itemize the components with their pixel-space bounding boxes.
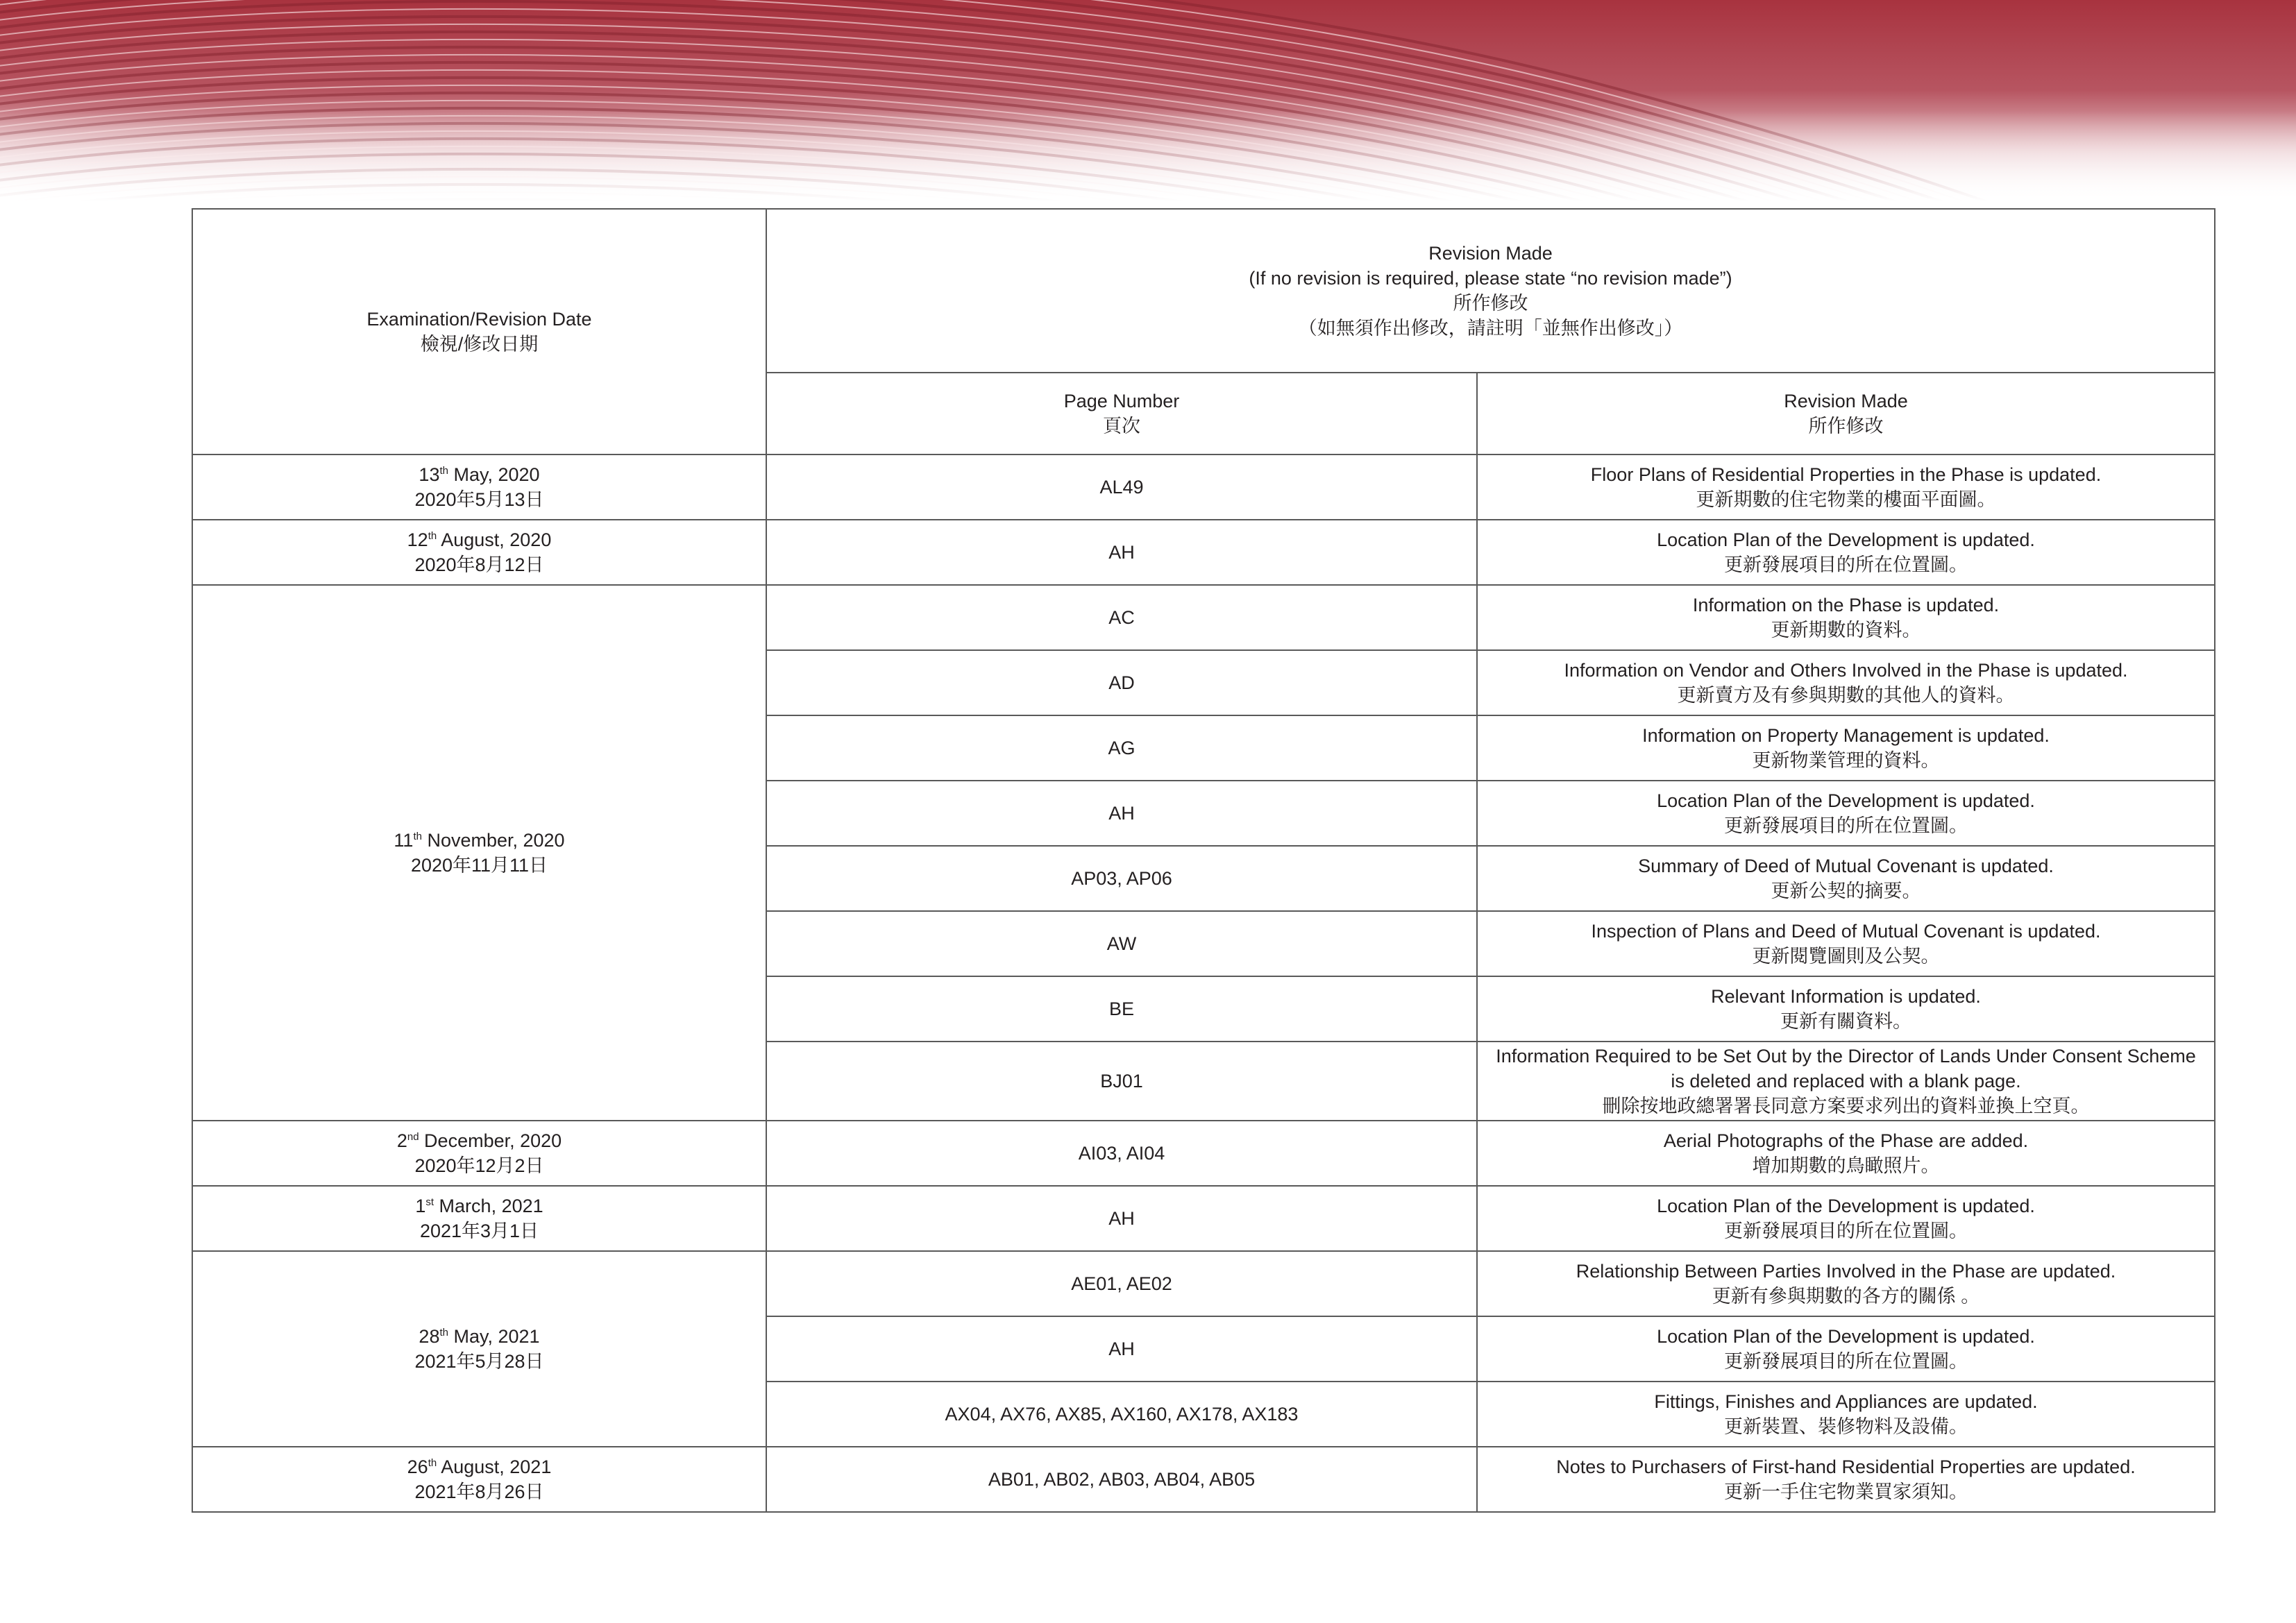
page-number-cell: AE01, AE02 [766,1251,1477,1316]
revision-line: 更新發展項目的所在位置圖。 [1724,815,1968,836]
decorative-banner [0,0,2296,201]
page-number-cell: AX04, AX76, AX85, AX160, AX178, AX183 [766,1382,1477,1447]
header-revision-group-cell [766,209,2215,373]
revision-line: 更新賣方及有參與期數的其他人的資料。 [1677,685,2015,706]
page-number-cell: BE [766,976,1477,1042]
revision-line: 更新裝置、裝修物料及設備。 [1724,1416,1968,1437]
date-en: 11th November, 2020 [394,830,565,851]
revision-line: Information on the Phase is updated. [1692,595,2000,615]
date-en: 13th May, 2020 [419,464,540,485]
date-cell [192,1186,766,1251]
date-cell [192,1121,766,1186]
revision-line: Inspection of Plans and Deed of Mutual Covenant is updated. [1591,921,2101,942]
header-page-number-zh: 頁次 [1103,416,1140,436]
table-row [192,1121,2215,1186]
date-cell [192,1447,766,1512]
page-number-cell: AH [766,1316,1477,1382]
revision-made-cell [1477,1447,2215,1512]
revision-made-cell [1477,1186,2215,1251]
header-date-en: Examination/Revision Date [366,309,592,330]
revision-line: 更新期數的資料。 [1771,620,1921,640]
date-en: 1st March, 2021 [415,1196,543,1216]
page-number-cell: AH [766,520,1477,585]
header-page-number-en: Page Number [1063,391,1180,411]
header-row [192,209,2215,373]
table-row [192,1447,2215,1512]
revision-line: Fittings, Finishes and Appliances are updated. [1654,1391,2038,1412]
revision-line: 更新有參與期數的各方的關係 。 [1712,1286,1980,1307]
revision-line: 更新閱覽圖則及公契。 [1752,946,1940,967]
date-zh: 2020年8月12日 [414,554,544,575]
date-cell [192,520,766,585]
date-zh: 2020年11月11日 [410,855,548,876]
date-cell [192,454,766,520]
revision-made-cell [1477,650,2215,715]
date-zh: 2020年12月2日 [414,1155,544,1176]
page-number-cell: AG [766,715,1477,781]
revision-line: Relevant Information is updated. [1711,986,1981,1007]
revision-made-cell [1477,520,2215,585]
revision-made-cell [1477,715,2215,781]
page-number-cell: AD [766,650,1477,715]
revision-line: Information on Vendor and Others Involved in the Phase is updated. [1564,660,2128,681]
revision-line: Relationship Between Parties Involved in the Phase are updated. [1576,1261,2116,1282]
date-cell [192,1251,766,1447]
page-number-cell: AH [766,781,1477,846]
header-revision-title-zh: 所作修改 [1453,293,1528,314]
date-en: 28th May, 2021 [419,1326,540,1347]
header-date-cell [192,209,766,454]
table-row [192,1186,2215,1251]
revision-line: Location Plan of the Development is updated. [1657,529,2035,550]
page-number-cell: AP03, AP06 [766,846,1477,911]
date-en: 12th August, 2020 [407,529,552,550]
page-number-cell: BJ01 [766,1042,1477,1121]
header-page-number-cell [766,373,1477,454]
revision-made-cell [1477,911,2215,976]
date-zh: 2021年5月28日 [414,1351,544,1372]
revision-line: 更新一手住宅物業買家須知。 [1724,1481,1968,1502]
revision-line: 更新發展項目的所在位置圖。 [1724,1221,1968,1241]
header-revision-made-en: Revision Made [1784,391,1908,411]
revision-line: Summary of Deed of Mutual Covenant is updated. [1638,856,2054,876]
revision-line: Floor Plans of Residential Properties in the Phase is updated. [1590,464,2102,485]
revision-made-cell [1477,1382,2215,1447]
revision-line: 刪除按地政總署署長同意方案要求列出的資料並換上空頁。 [1602,1096,2090,1116]
revision-made-cell [1477,781,2215,846]
date-zh: 2021年8月26日 [414,1481,544,1502]
header-revision-made-cell [1477,373,2215,454]
revision-made-cell [1477,976,2215,1042]
revision-made-cell [1477,454,2215,520]
revision-line: 更新發展項目的所在位置圖。 [1724,1351,1968,1372]
table-row [192,585,2215,650]
revision-line: 更新公契的摘要。 [1771,881,1921,901]
page-number-cell: AC [766,585,1477,650]
table-row [192,520,2215,585]
header-date-zh: 檢視/修改日期 [420,334,539,355]
date-zh: 2020年5月13日 [414,489,544,510]
revision-made-cell [1477,1121,2215,1186]
revision-line: Location Plan of the Development is updated. [1657,790,2035,811]
revision-made-cell [1477,1042,2215,1121]
revision-line: Location Plan of the Development is updated. [1657,1326,2035,1347]
revision-line: 更新期數的住宅物業的樓面平面圖。 [1696,489,1996,510]
page-number-cell: AL49 [766,454,1477,520]
revision-made-cell [1477,846,2215,911]
revision-line: 增加期數的鳥瞰照片。 [1752,1155,1940,1176]
revision-line: Location Plan of the Development is updated. [1657,1196,2035,1216]
header-revision-title-en: Revision Made [1428,243,1553,264]
page-number-cell: AH [766,1186,1477,1251]
revision-made-cell [1477,585,2215,650]
date-en: 26th August, 2021 [407,1456,552,1477]
date-en: 2nd December, 2020 [396,1130,562,1151]
header-revision-note-zh: （如無須作出修改，請註明「並無作出修改」） [1298,318,1683,339]
revision-line: Information on Property Management is updated. [1642,725,2050,746]
date-zh: 2021年3月1日 [419,1221,539,1241]
revision-table [192,208,2215,1513]
page-number-cell: AW [766,911,1477,976]
revision-line: is deleted and replaced with a blank page. [1671,1071,2021,1091]
table-row [192,454,2215,520]
page-number-cell: AI03, AI04 [766,1121,1477,1186]
date-cell [192,585,766,1121]
revision-line: Information Required to be Set Out by the Director of Lands Under Consent Scheme [1496,1046,2196,1067]
revision-line: 更新物業管理的資料。 [1752,750,1940,771]
page-number-cell: AB01, AB02, AB03, AB04, AB05 [766,1447,1477,1512]
revision-made-cell [1477,1251,2215,1316]
table-row [192,1251,2215,1316]
revision-line: Aerial Photographs of the Phase are added. [1663,1130,2029,1151]
header-revision-note-en: (If no revision is required, please state “no revision made”) [1249,268,1732,289]
revision-made-cell [1477,1316,2215,1382]
revision-line: 更新有關資料。 [1780,1011,1911,1032]
header-revision-made-zh: 所作修改 [1808,416,1884,436]
revision-line: Notes to Purchasers of First-hand Residential Properties are updated. [1556,1456,2136,1477]
revision-line: 更新發展項目的所在位置圖。 [1724,554,1968,575]
